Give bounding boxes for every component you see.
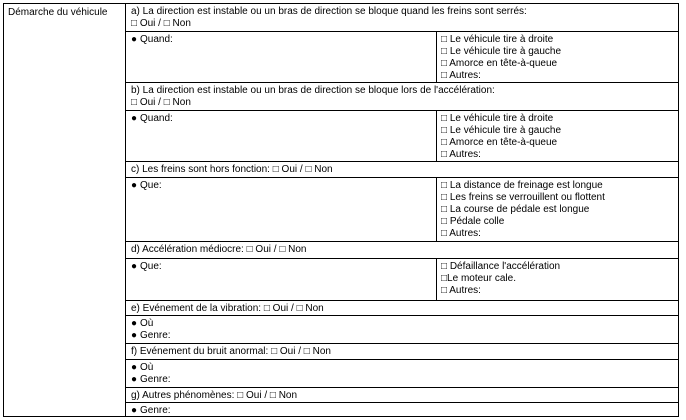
section-a-detail-row: [126, 32, 678, 83]
section-d-detail-label: Que:: [140, 261, 162, 272]
section-c-option[interactable]: □ La course de pédale est longue: [441, 204, 590, 215]
section-a-detail-label: Quand:: [140, 34, 173, 45]
section-c-option[interactable]: □ Autres:: [441, 228, 481, 239]
section-b-option[interactable]: □ Le véhicule tire à droite: [441, 113, 554, 124]
section-a-option[interactable]: □ Autres:: [441, 70, 481, 81]
section-b-question-row: [126, 83, 678, 111]
section-b-detail-label: Quand:: [140, 113, 173, 124]
section-f-question[interactable]: f) Evénement du bruit anormal: □ Oui / □ Non: [131, 346, 331, 357]
section-c-detail-label: Que:: [140, 180, 162, 191]
section-a-option[interactable]: □ Amorce en tête-à-queue: [441, 58, 558, 69]
section-f-question-row: [126, 344, 678, 360]
section-c-option[interactable]: □ La distance de freinage est longue: [441, 180, 603, 191]
section-c-question[interactable]: c) Les freins sont hors fonction: □ Oui / □ Non: [131, 164, 333, 175]
section-b-detail-row: [126, 111, 678, 162]
section-b-detail: [131, 113, 173, 125]
bullet-icon: ●: [131, 113, 138, 124]
section-a-question: a) La direction est instable ou un bras de direction se bloque quand les freins sont serrés:: [131, 6, 527, 17]
section-c-option[interactable]: □ Les freins se verrouillent ou flottent: [441, 192, 605, 203]
bullet-icon: ●: [131, 374, 138, 385]
section-c-options: [436, 178, 678, 241]
section-d-detail-row: [126, 259, 678, 301]
section-f-type: Genre:: [140, 374, 171, 385]
section-d-options: [436, 259, 678, 300]
section-f-line: [131, 362, 678, 374]
section-f-line: [131, 374, 678, 386]
section-f-location: Où: [140, 362, 154, 373]
section-e-question-row: [126, 301, 678, 316]
section-d-option[interactable]: □ Défaillance l'accélération: [441, 261, 561, 272]
section-a-options: [436, 32, 678, 82]
section-c-question-row: [126, 162, 678, 178]
section-b-question: b) La direction est instable ou un bras de direction se bloque lors de l'accélération:: [131, 85, 495, 96]
bullet-icon: ●: [131, 261, 138, 272]
bullet-icon: ●: [131, 180, 138, 191]
section-g-detail-row: [126, 403, 678, 418]
section-c-detail-row: [126, 178, 678, 242]
section-e-question[interactable]: e) Evénement de la vibration: □ Oui / □ Non: [131, 303, 324, 314]
form-content: [126, 4, 678, 416]
bullet-icon: ●: [131, 34, 138, 45]
section-b-options: [436, 111, 678, 161]
bullet-icon: ●: [131, 318, 138, 329]
bullet-icon: ●: [131, 405, 138, 416]
section-g-question[interactable]: g) Autres phénomènes: □ Oui / □ Non: [131, 390, 298, 401]
section-b-option[interactable]: □ Le véhicule tire à gauche: [441, 125, 562, 136]
section-a-detail: [131, 34, 173, 46]
section-e-line: [131, 318, 678, 330]
bullet-icon: ●: [131, 362, 138, 373]
section-a-question-row: [126, 4, 678, 32]
section-g-type: Genre:: [140, 405, 171, 416]
section-e-line: [131, 330, 678, 342]
section-a-option[interactable]: □ Le véhicule tire à gauche: [441, 46, 562, 57]
section-d-question[interactable]: d) Accélération médiocre: □ Oui / □ Non: [131, 244, 307, 255]
row-label: Démarche du véhicule: [8, 7, 108, 18]
section-d-option[interactable]: □ Autres:: [441, 285, 481, 296]
section-b-option[interactable]: □ Amorce en tête-à-queue: [441, 137, 558, 148]
section-d-detail: [131, 261, 162, 273]
section-a-answer[interactable]: □ Oui / □ Non: [131, 18, 191, 29]
section-e-detail-row: [126, 316, 678, 344]
section-c-option[interactable]: □ Pédale colle: [441, 216, 505, 227]
bullet-icon: ●: [131, 330, 138, 341]
section-b-option[interactable]: □ Autres:: [441, 149, 481, 160]
section-a-option[interactable]: □ Le véhicule tire à droite: [441, 34, 554, 45]
section-f-detail-row: [126, 360, 678, 388]
vehicle-behavior-form: [3, 3, 679, 417]
row-label-cell: [4, 4, 126, 416]
section-g-line: [131, 405, 678, 417]
section-e-location: Où: [140, 318, 154, 329]
section-e-type: Genre:: [140, 330, 171, 341]
section-d-question-row: [126, 242, 678, 259]
section-d-option[interactable]: □Le moteur cale.: [441, 273, 516, 284]
section-g-question-row: [126, 388, 678, 403]
section-c-detail: [131, 180, 162, 192]
section-b-answer[interactable]: □ Oui / □ Non: [131, 97, 191, 108]
